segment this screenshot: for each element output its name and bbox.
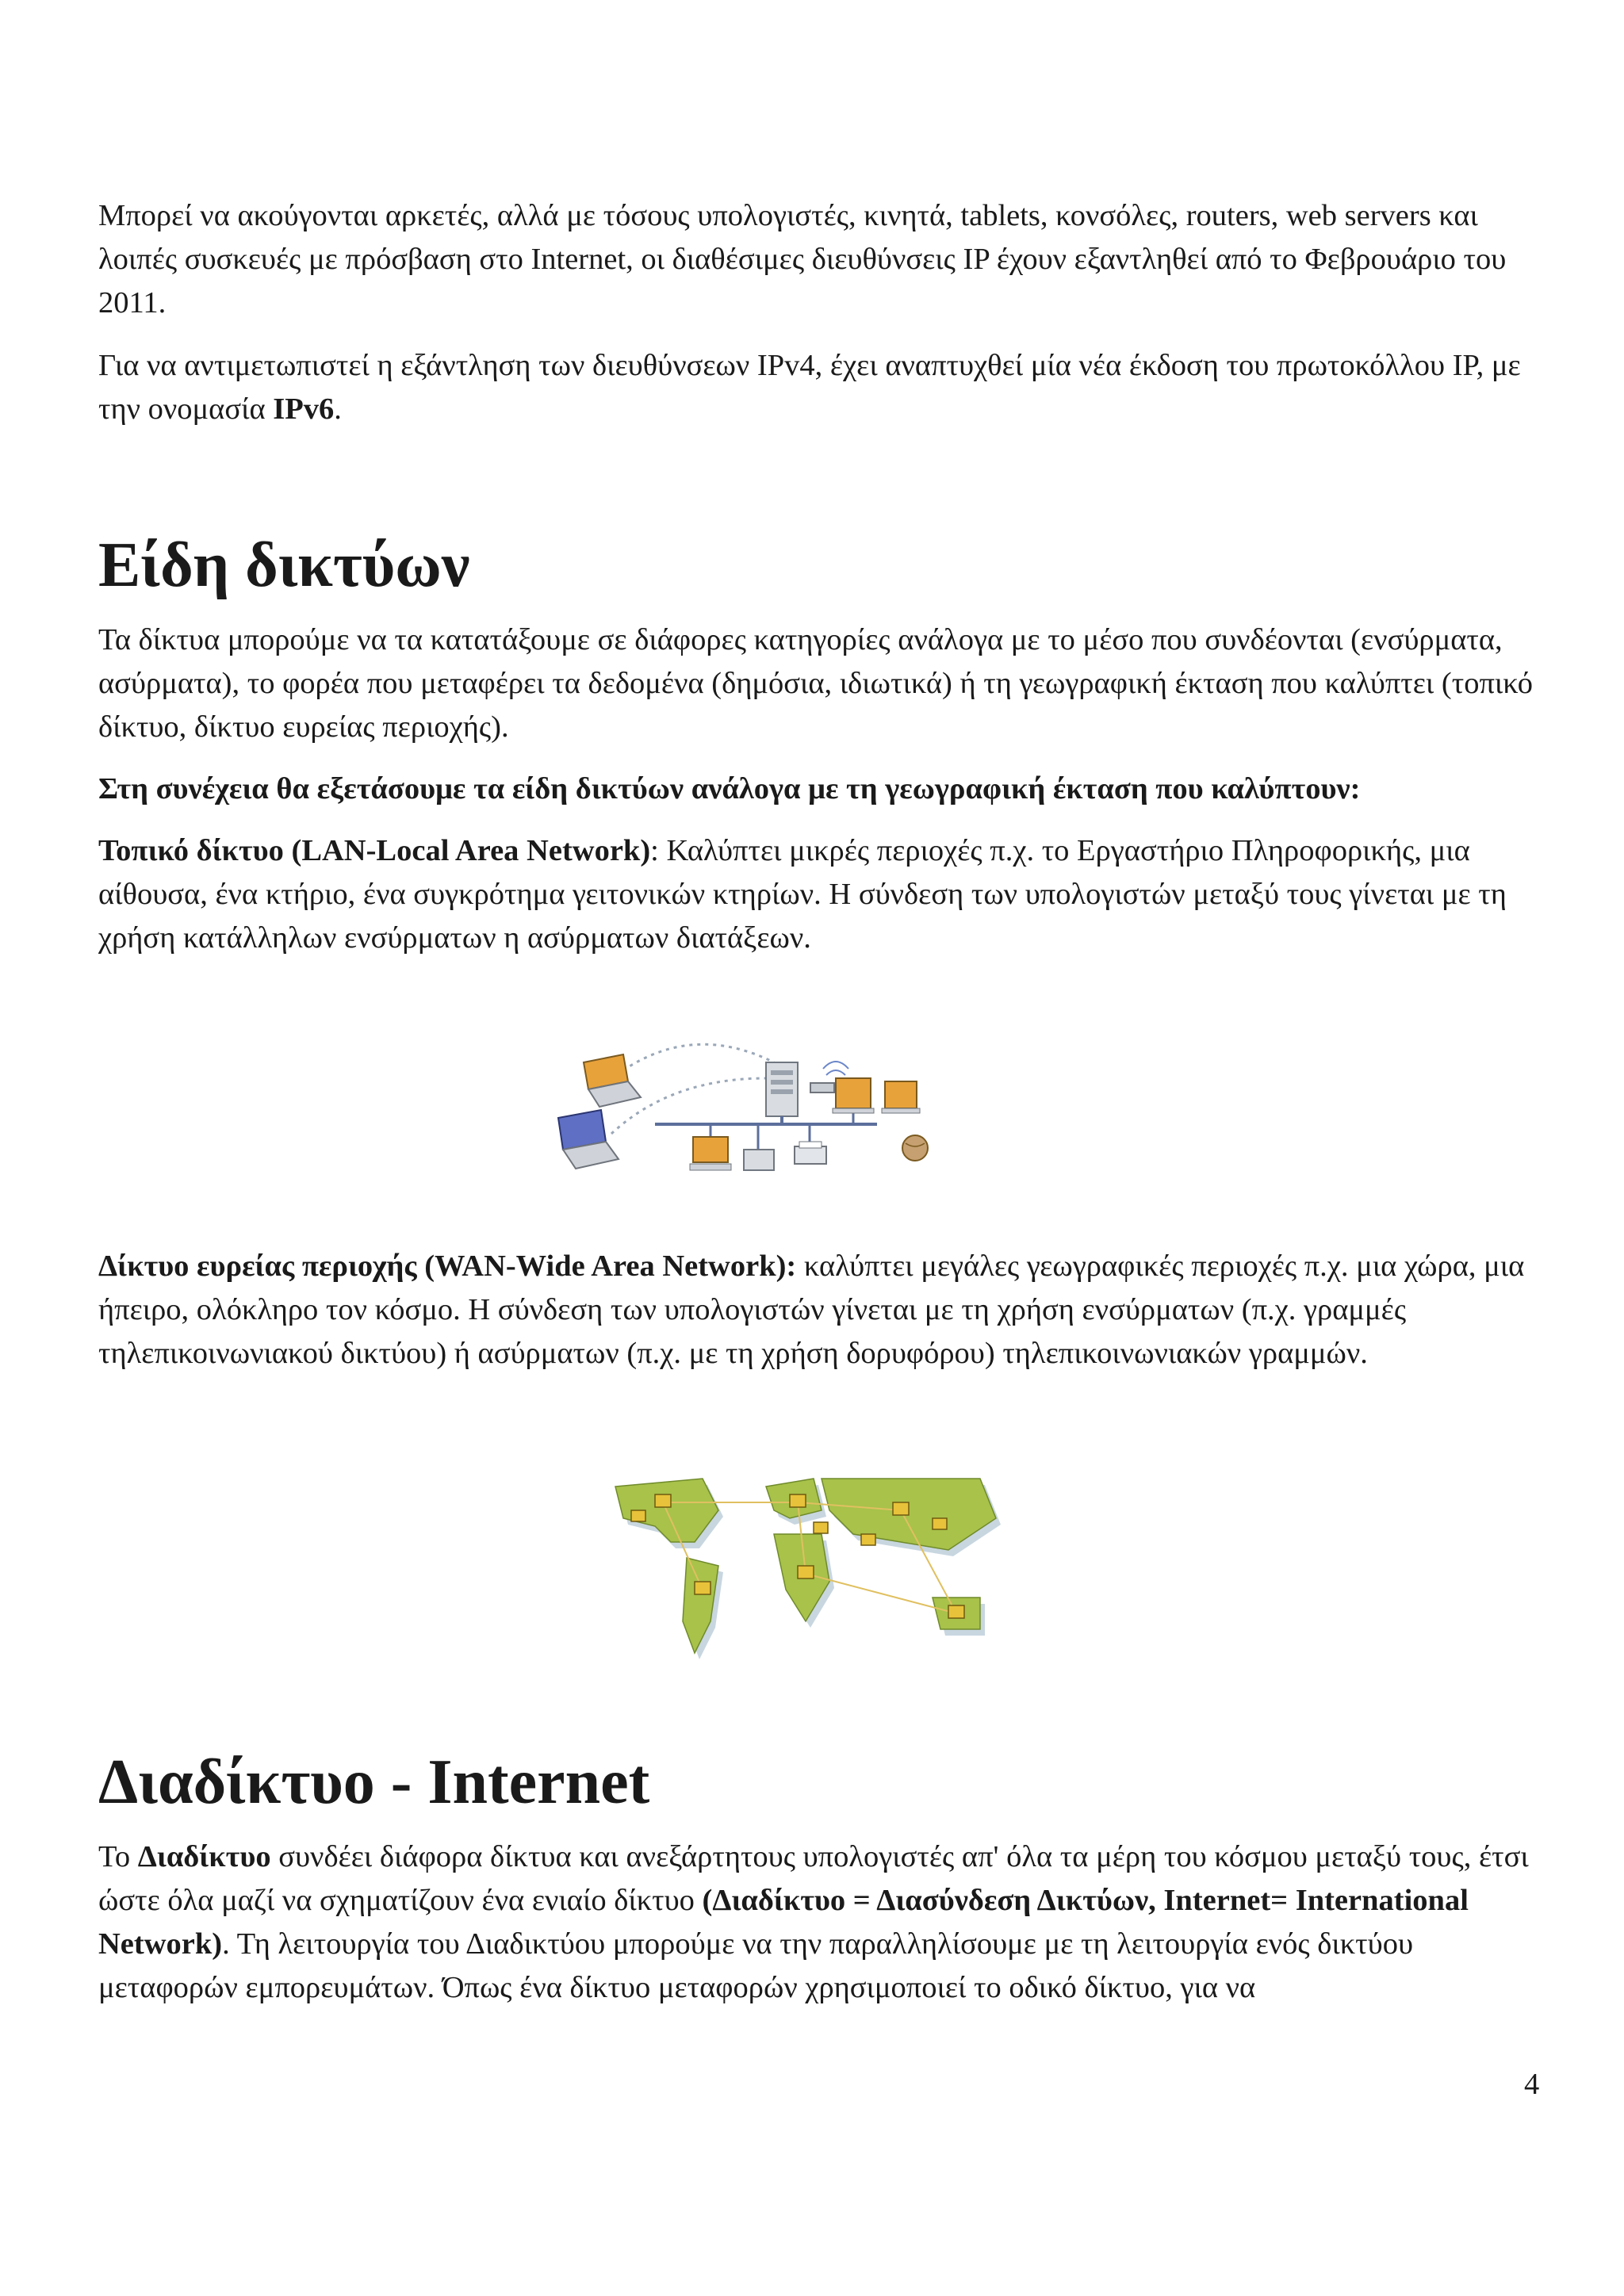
intro-paragraph-2	[98, 344, 1535, 431]
network-types-heading: Είδη δικτύων	[98, 530, 470, 600]
printer-icon	[795, 1142, 826, 1164]
wan-description: καλύπτει μεγάλες γεωγραφικές περιοχές π.χ. μια χώρα, μια ήπειρο, ολόκληρο τον κόσμο. Η σύνδεση των υπολογιστών γίνεται με τη χρήση ενσύρματων (π.χ. γραμμές τηλεπικοινωνιακού δικτύου) ή ασύρματων (π.χ. με τη χρήση δορυφόρου) τηλεπικοινωνιακών γραμμών.	[98, 1249, 1525, 1370]
network-types-paragraph: Τα δίκτυα μπορούμε να τα κατατάξουμε σε διάφορες κατηγορίες ανάλογα με το μέσο που συνδέονται (ενσύρματα, ασύρματα), το φορέα που μεταφέρει τα δεδομένα (δημόσια, ιδιωτικά) ή τη γεωγραφική έκταση που καλύπτει (τοπικό δίκτυο, δίκτυο ευρείας περιοχής).	[98, 623, 1534, 744]
lan-description: : Καλύπτει μικρές περιοχές π.χ. το Εργαστήριο Πληροφορικής, μια αίθουσα, ένα κτήριο, ένα συγκρότημα γειτονικών κτηρίων. Η σύνδεση των υπολογιστών μεταξύ τους γίνεται με τη χρήση κατάλληλων ενσύρματων η ασύρματων διατάξεων.	[98, 834, 1507, 955]
desktop-computer-icon	[833, 1078, 874, 1113]
desktop-computer-icon	[690, 1137, 731, 1170]
laptop-icon	[584, 1054, 641, 1107]
internet-term: Διαδίκτυο	[137, 1840, 271, 1873]
intro-paragraph-2-text: Για να αντιμετωπιστεί η εξάντληση των διευθύνσεων IPv4, έχει αναπτυχθεί μία νέα έκδοση του πρωτοκόλλου IP, με την ονομασία	[98, 349, 1521, 426]
wan-term: Δίκτυο ευρείας περιοχής (WAN-Wide Area Network):	[98, 1249, 797, 1283]
network-types-intro-bold: Στη συνέχεια θα εξετάσουμε τα είδη δικτύων ανάλογα με τη γεωγραφική έκταση που καλύπτουν:	[98, 772, 1361, 806]
internet-text-2: συνδέει διάφορα δίκτυα και ανεξάρτητους υπολογιστές απ' όλα τα μέρη του κόσμου μεταξύ τους, έτσι ώστε όλα μαζί να σχηματίζουν ένα ενιαίο δίκτυο	[98, 1840, 1529, 1917]
server-icon	[766, 1062, 798, 1116]
internet-text-3: . Τη λειτουργία του Διαδικτύου μπορούμε να την παραλληλίσουμε με τη λειτουργία ενός δικτύου μεταφορών εμπορευμάτων. Όπως ένα δίκτυο μεταφορών χρησιμοποιεί το οδικό δίκτυο, για να	[98, 1927, 1414, 2004]
page-number: 4	[1524, 2068, 1540, 2101]
lan-term: Τοπικό δίκτυο (LAN-Local Area Network)	[98, 834, 651, 867]
intro-paragraph-1: Μπορεί να ακούγονται αρκετές, αλλά με τόσους υπολογιστές, κινητά, tablets, κονσόλες, routers, web servers και λοιπές συσκευές με πρόσβαση στο Internet, οι διαθέσιμες διευθύνσεις IP έχουν εξαντληθεί από το Φεβρουάριο του 2011.	[98, 199, 1507, 320]
internet-definition: (Διαδίκτυο = Διασύνδεση Δικτύων, Internet= International Network)	[98, 1884, 1469, 1961]
ipv6-term: IPv6	[273, 392, 335, 426]
desktop-computer-icon	[882, 1081, 920, 1113]
internet-heading: Διαδίκτυο - Internet	[98, 1747, 650, 1817]
lan-network-illustration	[536, 1031, 964, 1186]
wan-paragraph	[98, 1245, 1535, 1376]
desktop-computer-icon	[744, 1150, 774, 1170]
laptop-icon	[558, 1110, 619, 1169]
world-map-network-illustration	[584, 1463, 1023, 1667]
lan-paragraph	[98, 829, 1535, 960]
intro-paragraph-2-end: .	[334, 392, 342, 426]
internet-paragraph	[98, 1835, 1535, 2010]
globe-icon	[902, 1135, 928, 1161]
internet-text-1: Το	[98, 1840, 138, 1873]
